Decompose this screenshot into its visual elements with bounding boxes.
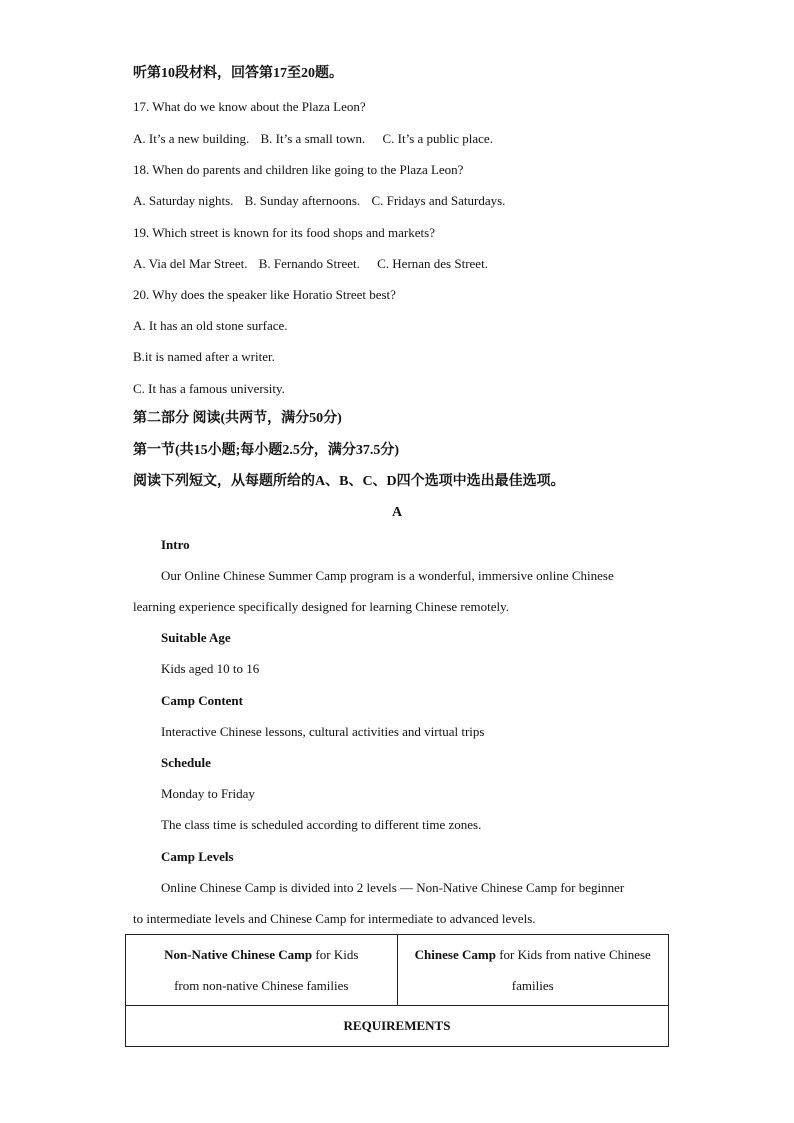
reading-instruction: 阅读下列短文，从每题所给的A、B、C、D四个选项中选出最佳选项。	[133, 474, 565, 489]
question-20-stem: 20. Why does the speaker like Horatio Street best?	[133, 287, 396, 302]
content-heading: Camp Content	[161, 693, 243, 708]
question-18-stem: 18. When do parents and children like going to the Plaza Leon?	[133, 162, 464, 177]
non-native-camp-desc-2: from non-native Chinese families	[174, 978, 349, 993]
question-20-option-b: B.it is named after a writer.	[133, 349, 275, 364]
age-text: Kids aged 10 to 16	[161, 661, 260, 676]
question-20-option-a: A. It has an old stone surface.	[133, 318, 288, 333]
option-c: C. Hernan des Street.	[377, 256, 488, 271]
camp-levels-table	[125, 934, 669, 1047]
option-b: B. Sunday afternoons.	[244, 193, 361, 208]
passage-label: A	[391, 505, 403, 520]
table-row	[126, 1006, 669, 1047]
chinese-camp-cell	[397, 935, 669, 1006]
intro-line-2: learning experience specifically designed for learning Chinese remotely.	[133, 599, 510, 614]
intro-heading: Intro	[161, 537, 190, 552]
option-c: C. It’s a public place.	[382, 131, 493, 146]
option-a: A. Via del Mar Street.	[133, 256, 248, 271]
question-19-options	[133, 256, 488, 272]
intro-line-1: Our Online Chinese Summer Camp program is a wonderful, immersive online Chinese	[161, 568, 614, 583]
chinese-camp-desc-2: families	[511, 978, 554, 993]
option-b: B. It’s a small town.	[260, 131, 366, 146]
option-c: C. Fridays and Saturdays.	[371, 193, 506, 208]
question-19-stem: 19. Which street is known for its food shops and markets?	[133, 225, 435, 240]
levels-line-2: to intermediate levels and Chinese Camp for intermediate to advanced levels.	[133, 911, 536, 926]
non-native-camp-cell	[126, 935, 398, 1006]
question-18-options	[133, 193, 505, 209]
requirements-heading: REQUIREMENTS	[343, 1018, 451, 1033]
question-17-stem: 17. What do we know about the Plaza Leon?	[133, 99, 366, 114]
option-a: A. It’s a new building.	[133, 131, 250, 146]
option-b: B. Fernando Street.	[258, 256, 360, 271]
chinese-camp-desc-1: for Kids from native Chinese	[495, 947, 651, 962]
age-heading: Suitable Age	[161, 630, 231, 645]
schedule-line-2: The class time is scheduled according to different time zones.	[161, 817, 482, 832]
option-a: A. Saturday nights.	[133, 193, 234, 208]
table-row	[126, 935, 669, 1006]
question-20-option-c: C. It has a famous university.	[133, 381, 285, 396]
levels-heading: Camp Levels	[161, 849, 234, 864]
levels-line-1: Online Chinese Camp is divided into 2 levels — Non-Native Chinese Camp for beginner	[161, 880, 625, 895]
schedule-line-1: Monday to Friday	[161, 786, 255, 801]
content-text: Interactive Chinese lessons, cultural activities and virtual trips	[161, 724, 485, 739]
schedule-heading: Schedule	[161, 755, 211, 770]
non-native-camp-title: Non-Native Chinese Camp	[164, 947, 313, 962]
non-native-camp-desc-1: for Kids	[312, 947, 359, 962]
reading-section-title: 第一节(共15小题;每小题2.5分，满分37.5分)	[133, 443, 399, 458]
chinese-camp-title: Chinese Camp	[414, 947, 496, 962]
question-17-options	[133, 131, 493, 147]
reading-part-title: 第二部分 阅读(共两节，满分50分)	[133, 411, 342, 426]
listening-section-title: 听第10段材料，回答第17至20题。	[133, 66, 343, 81]
requirements-cell	[126, 1006, 669, 1047]
